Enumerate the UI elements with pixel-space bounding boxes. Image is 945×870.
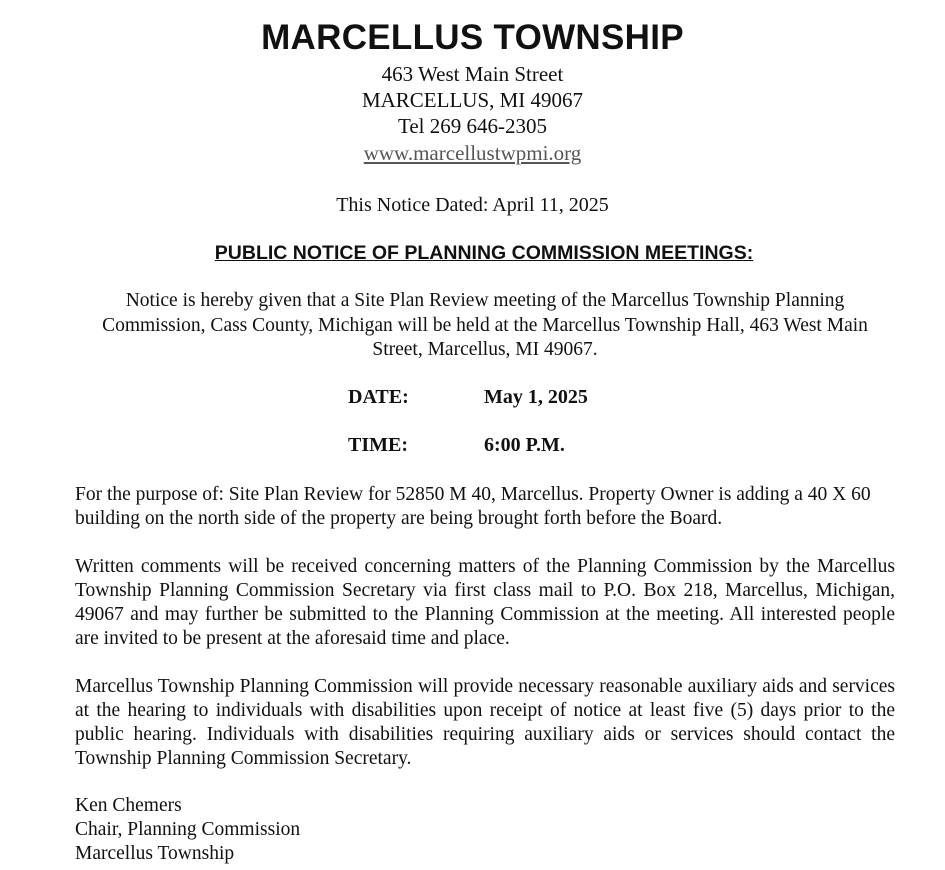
street-address: 463 West Main Street <box>381 62 564 86</box>
city-state-zip: MARCELLUS, MI 49067 <box>361 88 584 112</box>
notice-heading: PUBLIC NOTICE OF PLANNING COMMISSION MEETINGS: <box>214 242 754 264</box>
accessibility-paragraph: Marcellus Township Planning Commission will provide necessary reasonable auxiliary aids and services at the hearing to individuals with disabilities upon receipt of notice at least five (5) days prior to the public hearing. Individuals with disabilities requiring auxiliary aids or services should contact the Township Planning Commission Secretary. <box>75 676 895 769</box>
date-value: May 1, 2025 <box>484 386 588 408</box>
website-row <box>0 140 945 166</box>
intro-paragraph: Notice is hereby given that a Site Plan Review meeting of the Marcellus Township Planning Commission, Cass County, Michigan will be held at the Marcellus Township Hall, 463 West Main Street, Marcellus, MI 49067. <box>102 290 868 360</box>
phone-number: Tel 269 646-2305 <box>397 114 547 138</box>
comments-paragraph: Written comments will be received concerning matters of the Planning Commission by the Marcellus Township Planning Commission Secretary via first class mail to P.O. Box 218, Marcellus, Michigan, 49067 and may further be submitted to the Planning Commission at the meeting. All interested people are invited to be present at the aforesaid time and place. <box>75 556 895 649</box>
township-title: MARCELLUS TOWNSHIP <box>261 18 684 57</box>
signer-name: Ken Chemers <box>75 795 182 816</box>
date-label: DATE: <box>348 386 409 408</box>
signer-role: Chair, Planning Commission <box>75 819 301 840</box>
signer-organization: Marcellus Township <box>75 843 235 864</box>
purpose-paragraph: For the purpose of: Site Plan Review for 52850 M 40, Marcellus. Property Owner is adding a 40 X 60 building on the north side of the property are being brought forth before the Board. <box>75 484 871 529</box>
time-value: 6:00 P.M. <box>484 434 565 456</box>
notice-date: This Notice Dated: April 11, 2025 <box>336 194 609 216</box>
website-link[interactable]: www.marcellustwpmi.org <box>363 141 582 165</box>
time-label: TIME: <box>348 434 408 456</box>
